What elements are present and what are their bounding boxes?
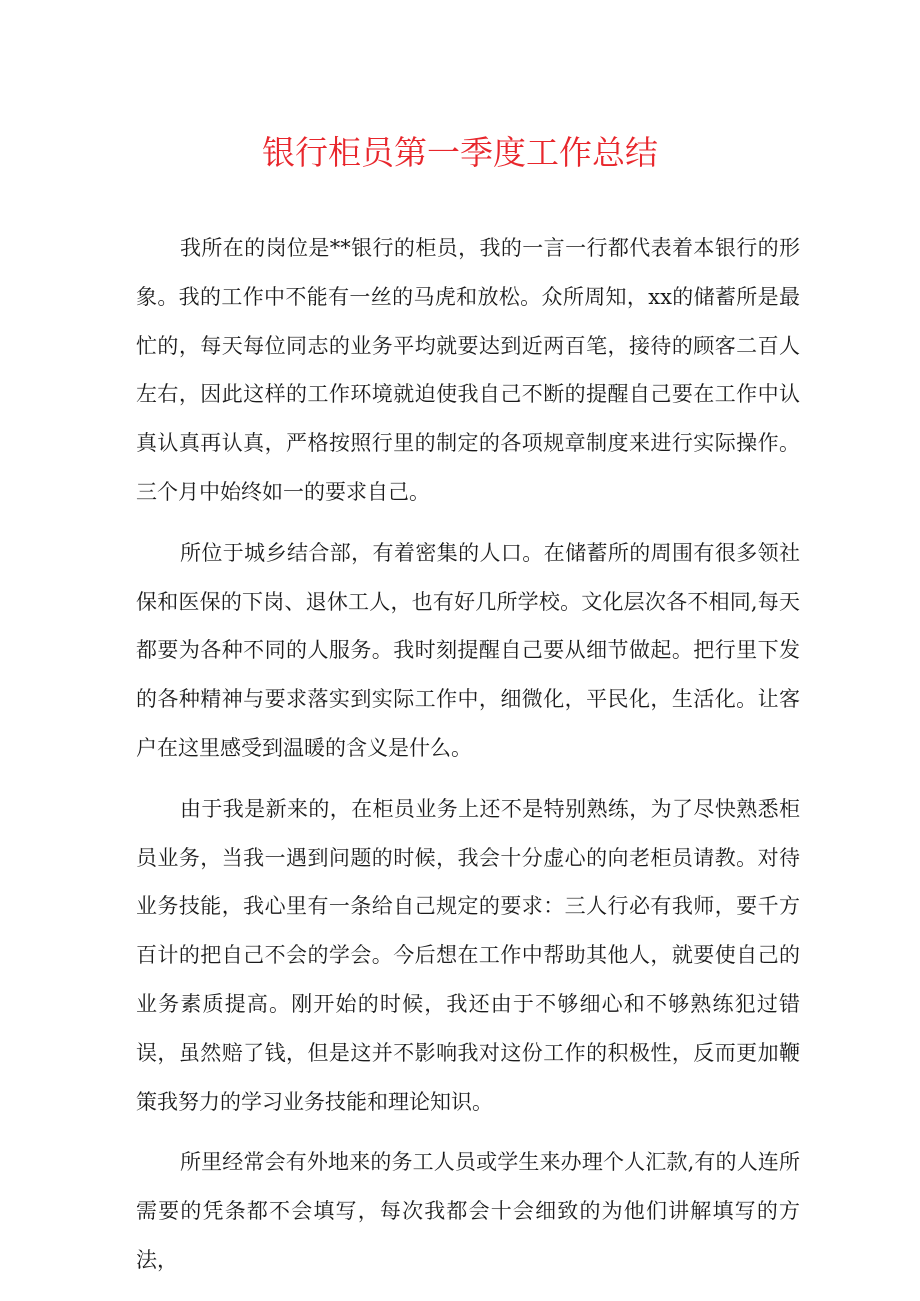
paragraph-2: 所位于城乡结合部，有着密集的人口。在储蓄所的周围有很多领社保和医保的下岗、退休工人，也有好几所学校。文化层次各不相同,每天都要为各种不同的人服务。我时刻提醒自己要从细节做起。把行里下发的各种精神与要求落实到实际工作中，细微化，平民化，生活化。让客户在这里感受到温暖的含义是什么。 [136,540,800,760]
document-title: 银行柜员第一季度工作总结 [262,133,658,172]
document-body [136,224,800,1297]
paragraph-4: 所里经常会有外地来的务工人员或学生来办理个人汇款,有的人连所需要的凭条都不会填写，每次我都会十会细致的为他们讲解填写的方法， [136,1150,800,1272]
paragraph-3: 由于我是新来的，在柜员业务上还不是特别熟练，为了尽快熟悉柜员业务，当我一遇到问题的时候，我会十分虚心的向老柜员请教。对待业务技能，我心里有一条给自己规定的要求：三人行必有我师，要千方百计的把自己不会的学会。今后想在工作中帮助其他人，就要使自己的业务素质提高。刚开始的时候，我还由于不够细心和不够熟练犯过错误，虽然赔了钱，但是这并不影响我对这份工作的积极性，反而更加鞭策我努力的学习业务技能和理论知识。 [136,796,800,1114]
paragraph-1: 我所在的岗位是**银行的柜员，我的一言一行都代表着本银行的形象。我的工作中不能有一丝的马虎和放松。众所周知，xx的储蓄所是最忙的，每天每位同志的业务平均就要达到近两百笔，接待的顾客二百人左右，因此这样的工作环境就迫使我自己不断的提醒自己要在工作中认真认真再认真，严格按照行里的制定的各项规章制度来进行实际操作。三个月中始终如一的要求自己。 [136,236,800,504]
